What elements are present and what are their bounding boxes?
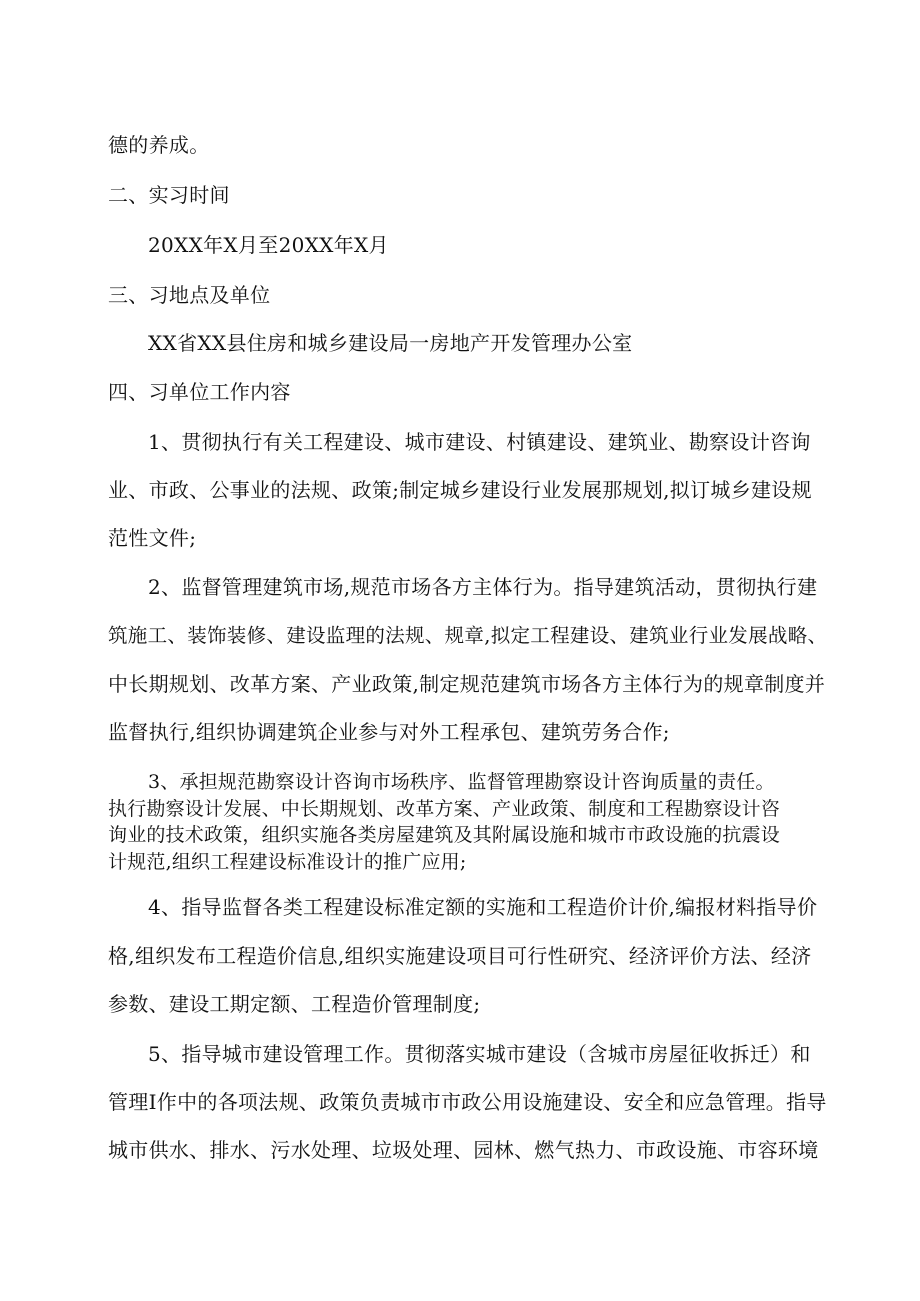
text-line: 20XX年X月至20XX年X月 <box>148 233 389 257</box>
paragraph-line: 管理I作中的各项法规、政策负责城市市政公用设施建设、安全和应急管理。指导 <box>108 1090 827 1114</box>
paragraph-line: 业、市政、公事业的法规、政策;制定城乡建设行业发展那规划,拟订城乡建设规 <box>108 478 812 502</box>
paragraph-line: 计规范,组织工程建设标准设计的推广应用; <box>108 851 467 873</box>
paragraph-line: 执行勘察设计发展、中长期规划、改革方案、产业政策、制度和工程勘察设计咨 <box>108 798 781 820</box>
paragraph-line: 3、承担规范勘察设计咨询市场秩序、监督管理勘察设计咨询质量的责任。 <box>148 771 775 793</box>
text-line: 德的养成。 <box>108 133 210 157</box>
paragraph-line: 2、监督管理建筑市场,规范市场各方主体行为。指导建筑活动，贯彻执行建 <box>148 575 818 599</box>
text-line: XX省XX县住房和城乡建设局一房地产开发管理办公室 <box>148 331 633 355</box>
paragraph-line: 参数、建设工期定额、工程造价管理制度; <box>108 992 481 1016</box>
paragraph-line: 格,组织发布工程造价信息,组织实施建设项目可行性研究、经济评价方法、经济 <box>108 944 812 968</box>
paragraph-line: 5、指导城市建设管理工作。贯彻落实城市建设（含城市房屋征收拆迁）和 <box>148 1042 811 1066</box>
paragraph-line: 1、贯彻执行有关工程建设、城市建设、村镇建设、建筑业、勘察设计咨询 <box>148 430 811 454</box>
paragraph-line: 筑施工、装饰装修、建设监理的法规、规章,拟定工程建设、建筑业行业发展战略、 <box>108 624 828 647</box>
paragraph-line: 城市供水、排水、污水处理、垃圾处理、园林、燃气热力、市政设施、市容环境 <box>108 1138 819 1162</box>
paragraph-line: 4、指导监督各类工程建设标准定额的实施和工程造价计价,编报材料指导价 <box>148 895 818 919</box>
section-heading: 四、习单位工作内容 <box>108 380 291 404</box>
section-heading: 三、习地点及单位 <box>108 283 271 307</box>
paragraph-line: 监督执行,组织协调建筑企业参与对外工程承包、建筑劳务合作; <box>108 720 670 744</box>
section-heading: 二、实习时间 <box>108 183 230 207</box>
paragraph-line: 中长期规划、改革方案、产业政策,制定规范建筑市场各方主体行为的规章制度并 <box>108 672 826 696</box>
paragraph-line: 范性文件; <box>108 526 197 550</box>
paragraph-line: 询业的技术政策，组织实施各类房屋建筑及其附属设施和城市市政设施的抗震设 <box>108 824 781 846</box>
